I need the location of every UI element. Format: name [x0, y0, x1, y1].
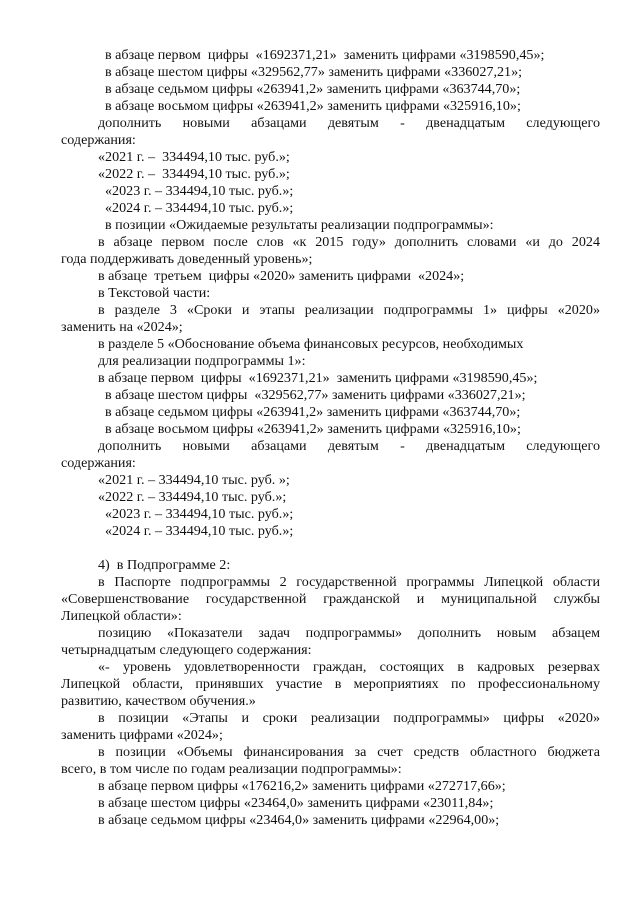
text-line: в Текстовой части:: [98, 285, 211, 301]
text-line: «2023 г. – 334494,10 тыс. руб.»;: [105, 506, 294, 522]
text-line: в абзаце первом цифры «1692371,21» заменить цифрами «3198590,45»;: [105, 47, 545, 63]
text-line: в абзаце седьмом цифры «263941,2» заменить цифрами «363744,70»;: [105, 404, 521, 420]
text-line: в абзаце шестом цифры «23464,0» заменить цифрами «23011,84»;: [98, 795, 494, 811]
text-line: для реализации подпрограммы 1»:: [98, 353, 306, 369]
text-line: «2021 г. – 334494,10 тыс. руб. »;: [98, 472, 290, 488]
text-line: заменить цифрами «2024»;: [61, 727, 223, 743]
text-line: дополнить новыми абзацами девятым - двенадцатым следующего: [98, 438, 600, 454]
text-line: «2024 г. – 334494,10 тыс. руб.»;: [105, 523, 294, 539]
text-line: в позиции «Объемы финансирования за счет средств областного бюджета: [98, 744, 600, 760]
text-line: «2022 г. – 334494,10 тыс. руб.»;: [98, 489, 287, 505]
text-line: в абзаце седьмом цифры «263941,2» заменить цифрами «363744,70»;: [105, 81, 521, 97]
text-line: в абзаце шестом цифры «329562,77» заменить цифрами «336027,21»;: [105, 387, 526, 403]
text-line: года поддерживать доведенный уровень»;: [61, 251, 313, 267]
text-line: «2024 г. – 334494,10 тыс. руб.»;: [105, 200, 294, 216]
text-line: развитию, качеством обучения.»: [61, 693, 256, 709]
text-line: дополнить новыми абзацами девятым - двенадцатым следующего: [98, 115, 600, 131]
text-line: содержания:: [61, 132, 136, 148]
text-line: в позиции «Ожидаемые результаты реализации подпрограммы»:: [105, 217, 494, 233]
text-line: «2022 г. – 334494,10 тыс. руб.»;: [98, 166, 290, 182]
text-line: «- уровень удовлетворенности граждан, состоящих в кадровых резервах: [98, 659, 600, 675]
text-line: «2023 г. – 334494,10 тыс. руб.»;: [105, 183, 294, 199]
text-line: в абзаце первом цифры «1692371,21» заменить цифрами «3198590,45»;: [98, 370, 538, 386]
text-line: в абзаце третьем цифры «2020» заменить цифрами «2024»;: [98, 268, 465, 284]
text-line: «2021 г. – 334494,10 тыс. руб.»;: [98, 149, 290, 165]
text-line: позицию «Показатели задач подпрограммы» дополнить новым абзацем: [98, 625, 600, 641]
text-line: в абзаце шестом цифры «329562,77» заменить цифрами «336027,21»;: [105, 64, 523, 80]
text-line: Липецкой области»:: [61, 608, 182, 624]
text-line: в разделе 5 «Обоснование объема финансовых ресурсов, необходимых: [98, 336, 524, 352]
text-line: в разделе 3 «Сроки и этапы реализации подпрограммы 1» цифры «2020»: [98, 302, 600, 318]
text-line: в позиции «Этапы и сроки реализации подпрограммы» цифры «2020»: [98, 710, 600, 726]
text-line: в абзаце первом цифры «176216,2» заменить цифрами «272717,66»;: [98, 778, 506, 794]
text-line: в абзаце седьмом цифры «23464,0» заменить цифрами «22964,00»;: [98, 812, 500, 828]
document-body: [61, 47, 600, 829]
text-line: в абзаце восьмом цифры «263941,2» заменить цифрами «325916,10»;: [105, 421, 521, 437]
text-line: «Совершенствование государственной гражданской и муниципальной службы: [61, 591, 600, 607]
paragraph-gap: [61, 540, 600, 557]
text-line: в абзаце восьмом цифры «263941,2» заменить цифрами «325916,10»;: [105, 98, 521, 114]
text-line: четырнадцатым следующего содержания:: [61, 642, 312, 658]
text-line: всего, в том числе по годам реализации подпрограммы»:: [61, 761, 402, 777]
text-line: в абзаце первом после слов «к 2015 году» дополнить словами «и до 2024: [98, 234, 600, 250]
text-line: в Паспорте подпрограммы 2 государственной программы Липецкой области: [98, 574, 600, 590]
text-line: Липецкой области, принявших участие в мероприятиях по профессиональному: [61, 676, 600, 692]
text-line: заменить на «2024»;: [61, 319, 183, 335]
text-line: 4) в Подпрограмме 2:: [98, 557, 231, 573]
text-line: содержания:: [61, 455, 136, 471]
